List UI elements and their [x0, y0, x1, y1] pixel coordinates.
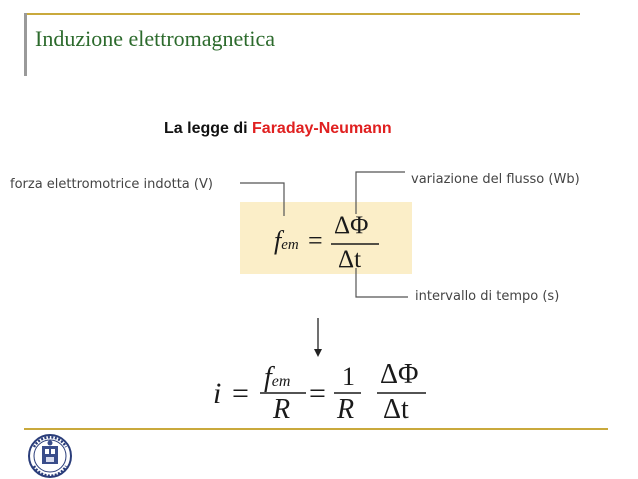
formula-bottom-equals-2: =: [309, 377, 326, 410]
formula-top-lhs-f: f: [274, 226, 282, 255]
formula-bottom-equals-1: =: [232, 377, 249, 410]
university-seal-logo: [22, 430, 78, 479]
frac1-num-f: f: [264, 362, 272, 393]
frac1-num-sub: em: [271, 373, 291, 390]
label-emf: forza elettromotrice indotta (V): [10, 177, 213, 192]
connector-time: [356, 268, 408, 297]
formula-bottom-lhs: i: [213, 377, 222, 410]
formula-top-numerator: ΔΦ: [334, 212, 369, 239]
slide-title: Induzione elettromagnetica: [35, 26, 276, 51]
formula-top-equals: =: [308, 226, 323, 255]
formula-top-lhs: [274, 226, 299, 256]
formula-top-lhs-sub: em: [281, 237, 299, 253]
subtitle-highlight: Faraday-Neumann: [252, 120, 392, 137]
formula-top-denominator: Δt: [338, 246, 362, 273]
down-arrow-head: [314, 349, 322, 357]
label-time: intervallo di tempo (s): [415, 289, 560, 304]
formula-bottom-frac2-numerator: 1: [342, 362, 355, 391]
formula-bottom-frac3-denominator: Δt: [383, 394, 409, 425]
formula-bottom-frac1-denominator: R: [273, 394, 291, 425]
label-flux: variazione del flusso (Wb): [411, 172, 580, 187]
formula-bottom-frac2-denominator: R: [337, 394, 355, 425]
formula-bottom-frac1-numerator: [264, 362, 290, 394]
connector-flux: [356, 172, 405, 214]
formula-bottom-frac3-numerator: ΔΦ: [380, 359, 419, 390]
subtitle-prefix: La legge di: [164, 120, 253, 137]
connector-emf: [240, 183, 284, 216]
